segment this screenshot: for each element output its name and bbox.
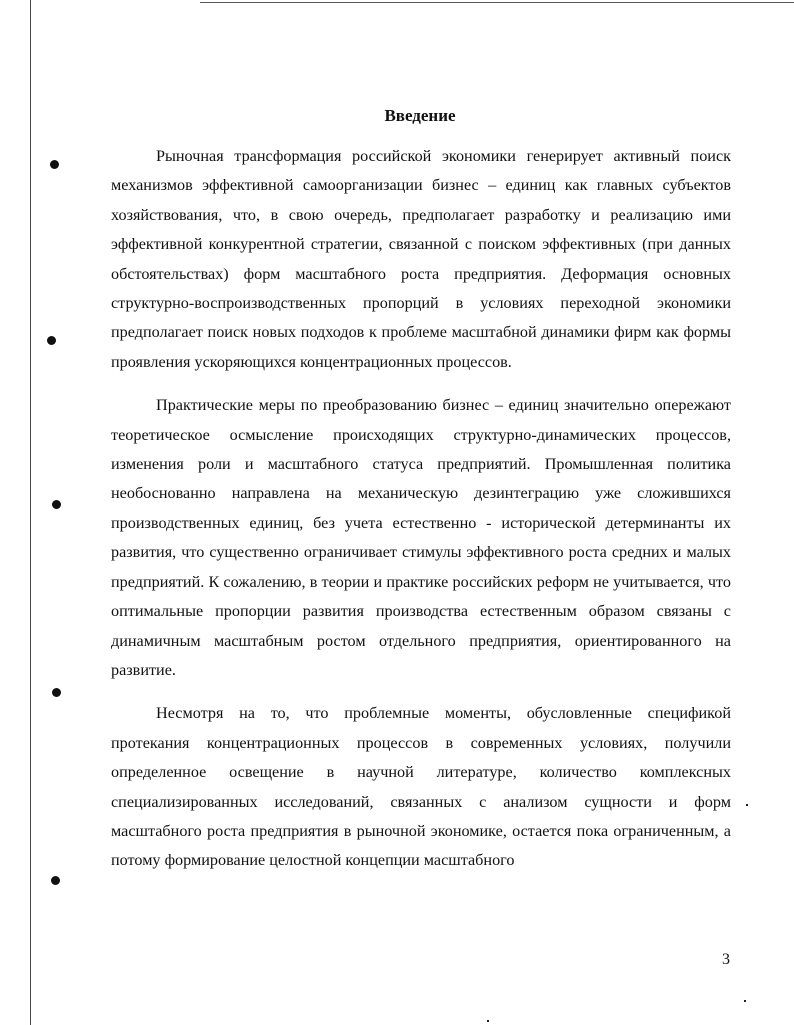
binder-hole-mark bbox=[50, 160, 59, 169]
binder-hole-mark bbox=[52, 688, 61, 697]
binder-hole-mark bbox=[52, 500, 61, 509]
page-number: 3 bbox=[722, 951, 730, 968]
scan-speck bbox=[744, 1000, 746, 1002]
binder-hole-mark bbox=[51, 876, 60, 885]
document-body bbox=[111, 142, 731, 876]
page-title: Введение bbox=[384, 106, 456, 125]
paragraph: Практические меры по преобразованию бизнес – единиц значительно опережают теоретическое осмысление происходящих структурно-динамических процессов, изменения роли и масштабного статуса предприятий. Промышленная политика необоснованно направлена на механическую дезинтеграцию уже сложившихся производственных единиц, без учета естественно - исторической детерминанты их развития, что существенно ограничивает стимулы эффективного роста средних и малых предприятий. К сожалению, в теории и практике российских реформ не учитывается, что оптимальные пропорции развития производства естественным образом связаны с динамичным масштабным ростом отдельного предприятия, ориентированного на развитие. bbox=[111, 396, 731, 679]
paragraph: Рыночная трансформация российской экономики генерирует активный поиск механизмов эффективной самоорганизации бизнес – единиц как главных субъектов хозяйствования, что, в свою очередь, предполагает разработку и реализацию ими эффективной конкурентной стратегии, связанной с поиском эффективных (при данных обстоятельствах) форм масштабного роста предприятия. Деформация основных структурно-воспроизводственных пропорций в условиях переходной экономики предполагает поиск новых подходов к проблеме масштабной динамики фирм как формы проявления ускоряющихся концентрационных процессов. bbox=[111, 147, 731, 371]
scan-left-rule bbox=[30, 0, 31, 1025]
scan-top-rule bbox=[200, 2, 794, 3]
paragraph: Несмотря на то, что проблемные моменты, обусловленные спецификой протекания концентрационных процессов в современных условиях, получили определенное освещение в научной литературе, количество комплексных специализированных исследований, связанных с анализом сущности и форм масштабного роста предприятия в рыночной экономике, остается пока ограниченным, а потому формирование целостной концепции масштабного bbox=[111, 704, 731, 870]
scan-speck bbox=[487, 1020, 489, 1022]
binder-hole-mark bbox=[47, 336, 56, 345]
scan-speck bbox=[746, 804, 748, 806]
